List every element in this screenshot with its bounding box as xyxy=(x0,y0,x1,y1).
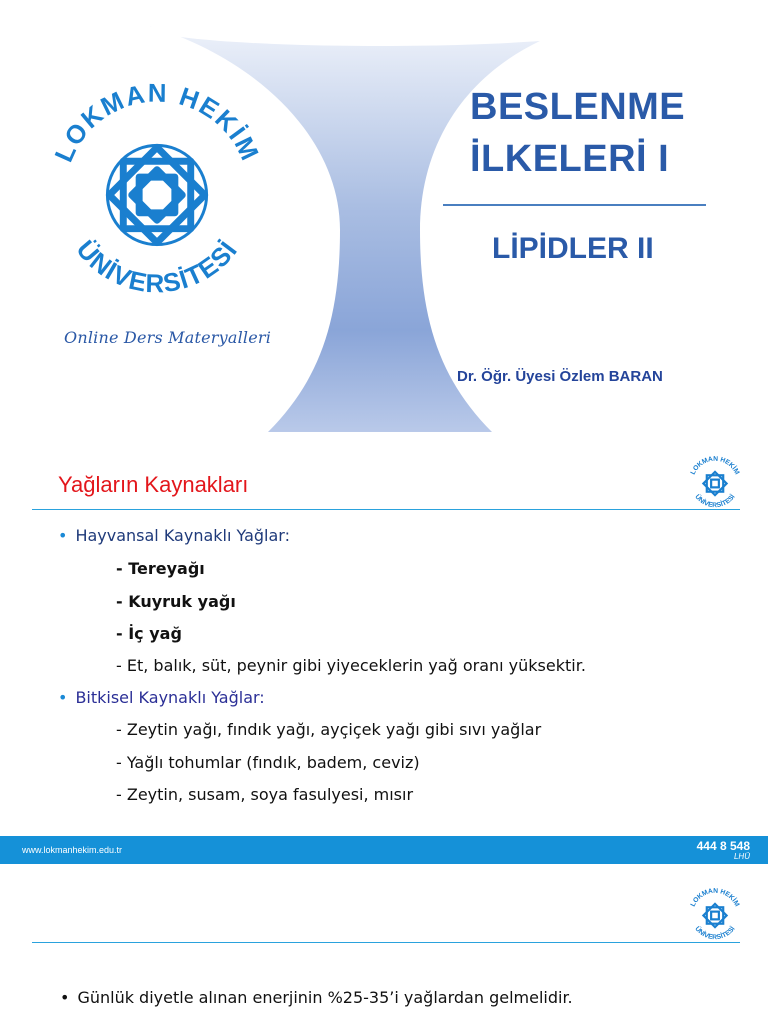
university-logo xyxy=(38,74,276,312)
title-line-2: İLKELERİ I xyxy=(470,138,670,180)
title-slide xyxy=(0,0,768,440)
bullet-icon: • xyxy=(58,526,68,545)
university-logo-small xyxy=(686,454,744,512)
svg-text:LOKMAN HEKİM: LOKMAN HEKİM xyxy=(689,455,741,476)
bullet-icon: • xyxy=(60,988,70,1007)
list-item: - Yağlı tohumlar (fındık, badem, ceviz) xyxy=(116,753,420,772)
bullet-text: • Günlük diyetle alınan enerjinin %25-35’i yağlardan gelmelidir. xyxy=(60,988,573,1007)
svg-text:ÜNİVERSİTESİ: ÜNİVERSİTESİ xyxy=(70,235,244,299)
list-item: - İç yağ xyxy=(116,624,182,643)
title-underline xyxy=(32,509,740,510)
title-divider xyxy=(443,204,706,206)
list-item: - Kuyruk yağı xyxy=(116,592,236,611)
list-item: - Et, balık, süt, peynir gibi yiyeceklerin yağ oranı yüksektir. xyxy=(116,656,586,675)
title-underline xyxy=(32,942,740,943)
next-slide xyxy=(0,868,768,1024)
list-item: - Zeytin yağı, fındık yağı, ayçiçek yağı gibi sıvı yağlar xyxy=(116,720,542,739)
svg-text:ÜNİVERSİTESİ: ÜNİVERSİTESİ xyxy=(693,925,737,942)
content-slide xyxy=(0,452,768,864)
plant-sources-heading: • Bitkisel Kaynaklı Yağlar: xyxy=(58,688,265,707)
tagline: Online Ders Materyalleri xyxy=(64,328,272,347)
svg-text:LOKMAN HEKİM: LOKMAN HEKİM xyxy=(689,887,741,908)
author: Dr. Öğr. Üyesi Özlem BARAN xyxy=(457,368,663,385)
university-logo-small xyxy=(686,886,744,944)
svg-text:ÜNİVERSİTESİ: ÜNİVERSİTESİ xyxy=(693,493,737,510)
slide-title: Yağların Kaynakları xyxy=(58,472,249,497)
title-line-1: BESLENME xyxy=(470,86,686,128)
animal-sources-heading: • Hayvansal Kaynaklı Yağlar: xyxy=(58,526,290,545)
list-item: - Tereyağı xyxy=(116,559,205,578)
website-link[interactable]: www.lokmanhekim.edu.tr xyxy=(22,845,123,855)
svg-text:LOKMAN HEKİM: LOKMAN HEKİM xyxy=(50,79,264,167)
footer-bar xyxy=(0,836,768,864)
list-item: - Zeytin, susam, soya fasulyesi, mısır xyxy=(116,785,414,804)
subtitle: LİPİDLER II xyxy=(492,232,654,265)
bullet-icon: • xyxy=(58,688,68,707)
phone-number: 444 8 548 LHÜ xyxy=(696,839,750,861)
